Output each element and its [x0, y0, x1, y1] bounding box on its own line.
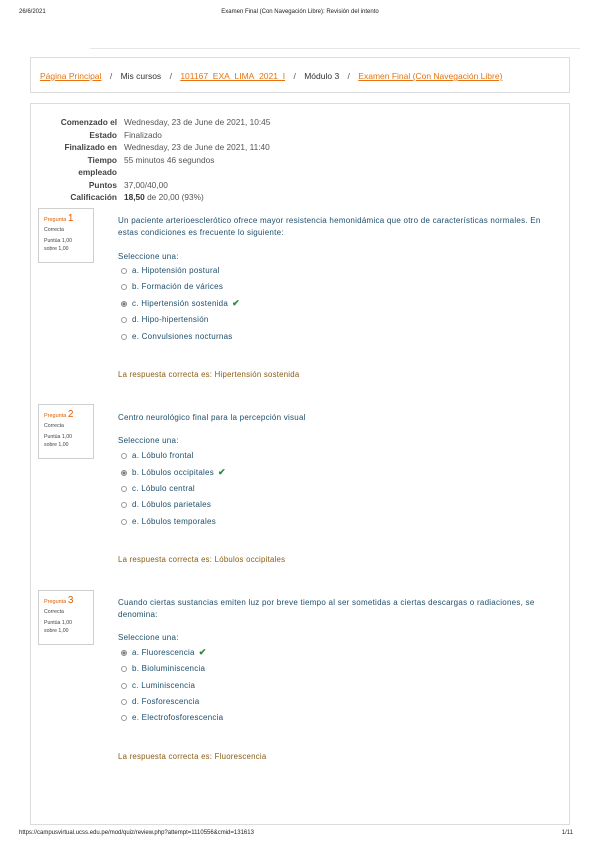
summary-value: 55 minutos 46 segundos	[124, 154, 215, 165]
answer-option[interactable]: b. Lóbulos occipitales ✔	[121, 467, 226, 478]
breadcrumb-separator: /	[347, 71, 350, 81]
radio-button[interactable]	[121, 519, 127, 525]
summary-row	[40, 129, 270, 142]
summary-row	[40, 116, 270, 129]
question-text: Cuando ciertas sustancias emiten luz por breve tiempo al ser sometidas a ciertas descargas o radiaciones, se denomina:	[118, 598, 535, 619]
radio-button[interactable]	[121, 284, 127, 290]
answer-option[interactable]: d. Lóbulos parietales	[121, 500, 211, 509]
question-info	[38, 208, 94, 263]
question-text: Centro neurológico final para la percepción visual	[118, 413, 306, 422]
radio-button[interactable]	[121, 699, 127, 705]
question-status: Correcta	[44, 227, 64, 233]
review-panel	[30, 103, 570, 825]
summary-value: Wednesday, 23 de June de 2021, 10:45	[124, 117, 271, 127]
question-number: Pregunta 3	[44, 595, 74, 606]
breadcrumb-quiz-link[interactable]: Examen Final (Con Navegación Libre)	[358, 71, 503, 81]
breadcrumb-separator: /	[109, 71, 113, 81]
radio-button[interactable]	[121, 715, 127, 721]
radio-button[interactable]	[121, 502, 127, 508]
summary-row	[40, 141, 270, 154]
answer-option[interactable]: d. Fosforescencia	[121, 697, 199, 706]
answer-option[interactable]: c. Lóbulo central	[121, 484, 195, 493]
breadcrumb-course-link[interactable]: 101167_EXA_LIMA_2021_I	[180, 71, 286, 81]
radio-button[interactable]	[121, 268, 127, 274]
question-status: Correcta	[44, 609, 64, 615]
select-prompt: Seleccione una:	[118, 633, 179, 642]
answer-option[interactable]: e. Convulsiones nocturnas	[121, 332, 233, 341]
answer-option[interactable]: b. Formación de várices	[121, 282, 223, 291]
print-date: 26/6/2021	[19, 9, 46, 15]
question-status: Correcta	[44, 423, 64, 429]
answer-option[interactable]: c. Hipertensión sostenida ✔	[121, 298, 240, 309]
answer-option[interactable]: e. Lóbulos temporales	[121, 517, 216, 526]
check-icon: ✔	[232, 298, 240, 308]
summary-label: Puntos	[88, 179, 117, 190]
radio-button[interactable]	[121, 470, 127, 476]
breadcrumb-separator: /	[293, 71, 296, 81]
summary-label: Tiempo	[87, 154, 117, 165]
radio-button[interactable]	[121, 683, 127, 689]
summary-value: 37,00/40,00	[124, 179, 168, 190]
correct-answer-feedback: La respuesta correcta es: Fluorescencia	[118, 752, 267, 761]
attempt-summary	[40, 116, 270, 204]
correct-answer-feedback: La respuesta correcta es: Hipertensión sostenida	[118, 370, 300, 379]
grade-value: 18,50	[124, 192, 145, 202]
breadcrumb-courses: Mis cursos	[120, 71, 162, 81]
radio-button[interactable]	[121, 486, 127, 492]
summary-value: Finalizado	[124, 129, 162, 140]
summary-value: Wednesday, 23 de June de 2021, 11:40	[124, 142, 270, 152]
answer-option[interactable]: a. Fluorescencia ✔	[121, 647, 207, 658]
summary-label: empleado	[78, 167, 117, 177]
question-number: Pregunta 2	[44, 409, 74, 420]
radio-button[interactable]	[121, 650, 127, 656]
answer-option[interactable]: c. Luminiscencia	[121, 681, 195, 690]
question-score: Puntúa 1,00 sobre 1,00	[44, 620, 72, 634]
summary-value	[124, 191, 204, 204]
check-icon: ✔	[218, 467, 226, 477]
summary-row	[40, 179, 270, 192]
select-prompt: Seleccione una:	[118, 252, 179, 261]
answer-option[interactable]: a. Hipotensión postural	[121, 266, 220, 275]
summary-label: Calificación	[70, 192, 117, 202]
grade-total: de 20,00 (93%)	[144, 192, 204, 202]
radio-button[interactable]	[121, 317, 127, 323]
question-score: Puntúa 1,00 sobre 1,00	[44, 238, 72, 252]
radio-button[interactable]	[121, 453, 127, 459]
check-icon: ✔	[198, 647, 207, 657]
summary-row	[40, 166, 270, 179]
breadcrumb-separator: /	[169, 71, 172, 81]
divider	[90, 48, 580, 49]
answer-option[interactable]: b. Bioluminiscencia	[121, 664, 205, 673]
correct-answer-feedback: La respuesta correcta es: Lóbulos occipitales	[118, 555, 286, 564]
answer-option[interactable]: a. Lóbulo frontal	[121, 451, 194, 460]
question-number: Pregunta 1	[44, 213, 74, 224]
summary-label: Estado	[89, 129, 117, 140]
question-info	[38, 590, 94, 645]
answer-option[interactable]: d. Hipo-hipertensión	[121, 315, 209, 324]
answer-option[interactable]: e. Electrofosforescencia	[121, 713, 223, 722]
radio-button[interactable]	[121, 301, 127, 307]
summary-label: Finalizado en	[64, 142, 117, 152]
print-title: Examen Final (Con Navegación Libre): Revisión del intento	[221, 9, 379, 15]
breadcrumb-module: Módulo 3	[304, 71, 340, 81]
question-info	[38, 404, 94, 459]
select-prompt: Seleccione una:	[118, 436, 179, 445]
summary-row	[40, 154, 270, 167]
print-url: https://campusvirtual.ucss.edu.pe/mod/quiz/review.php?attempt=1110556&cmid=131613	[19, 830, 254, 836]
page-number: 1/11	[561, 830, 573, 836]
breadcrumb	[30, 57, 570, 93]
breadcrumb-home-link[interactable]: Página Principal	[40, 71, 102, 81]
question-score: Puntúa 1,00 sobre 1,00	[44, 434, 72, 448]
summary-label: Comenzado el	[60, 117, 117, 127]
radio-button[interactable]	[121, 334, 127, 340]
question-text: Un paciente arterioesclerótico ofrece mayor resistencia hemonidámica que otro de características normales. En estas condiciones es frecuente lo siguiente:	[118, 216, 541, 237]
radio-button[interactable]	[121, 666, 127, 672]
summary-row	[40, 191, 270, 204]
